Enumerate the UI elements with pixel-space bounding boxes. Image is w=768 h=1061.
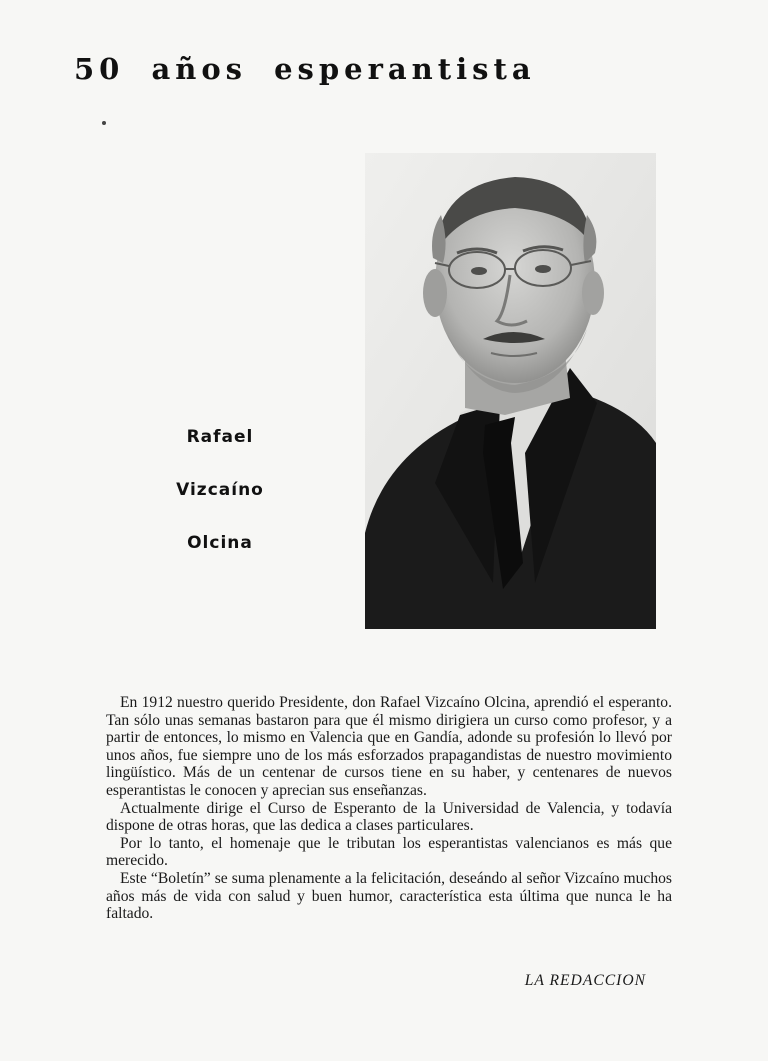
article-paragraph-4: Este “Boletín” se suma plenamente a la felicitación, deseándo al señor Vizcaíno muchos años más de vida con salud y buen humor, característica esta última que nunca le ha faltado. <box>106 869 672 923</box>
portrait-photo <box>365 153 656 629</box>
caption-first-name: Rafael <box>186 427 254 447</box>
article-signature: LA REDACCION <box>524 972 646 989</box>
portrait-caption <box>120 424 320 583</box>
article-paragraph-3: Por lo tanto, el homenaje que le tributan los esperantistas valencianos es más que merecido. <box>106 834 672 870</box>
portrait-illustration <box>365 153 656 629</box>
caption-surname-2: Olcina <box>187 533 253 553</box>
print-speck <box>102 121 106 125</box>
page-title: 50 años esperantista <box>74 52 536 86</box>
article-body <box>106 694 672 923</box>
caption-surname-1: Vizcaíno <box>176 480 264 500</box>
article-paragraph-1: En 1912 nuestro querido Presidente, don Rafael Vizcaíno Olcina, aprendió el esperanto. Tan sólo unas semanas bastaron para que él mismo dirigiera un curso como profesor, y a partir de entonces, lo mismo en Valencia que en Gandía, adonde su profesión lo llevó por unos años, fue siempre uno de los más esforzados prapagandistas de nuestro movimiento lingüístico. Más de un centenar de cursos tiene en su haber, y centenares de nuevos esperantistas le conocen y aprecian sus enseñanzas. <box>106 694 672 799</box>
article-paragraph-2: Actualmente dirige el Curso de Esperanto de la Universidad de Valencia, y todavía dispone de otras horas, que las dedica a clases particulares. <box>106 799 672 835</box>
